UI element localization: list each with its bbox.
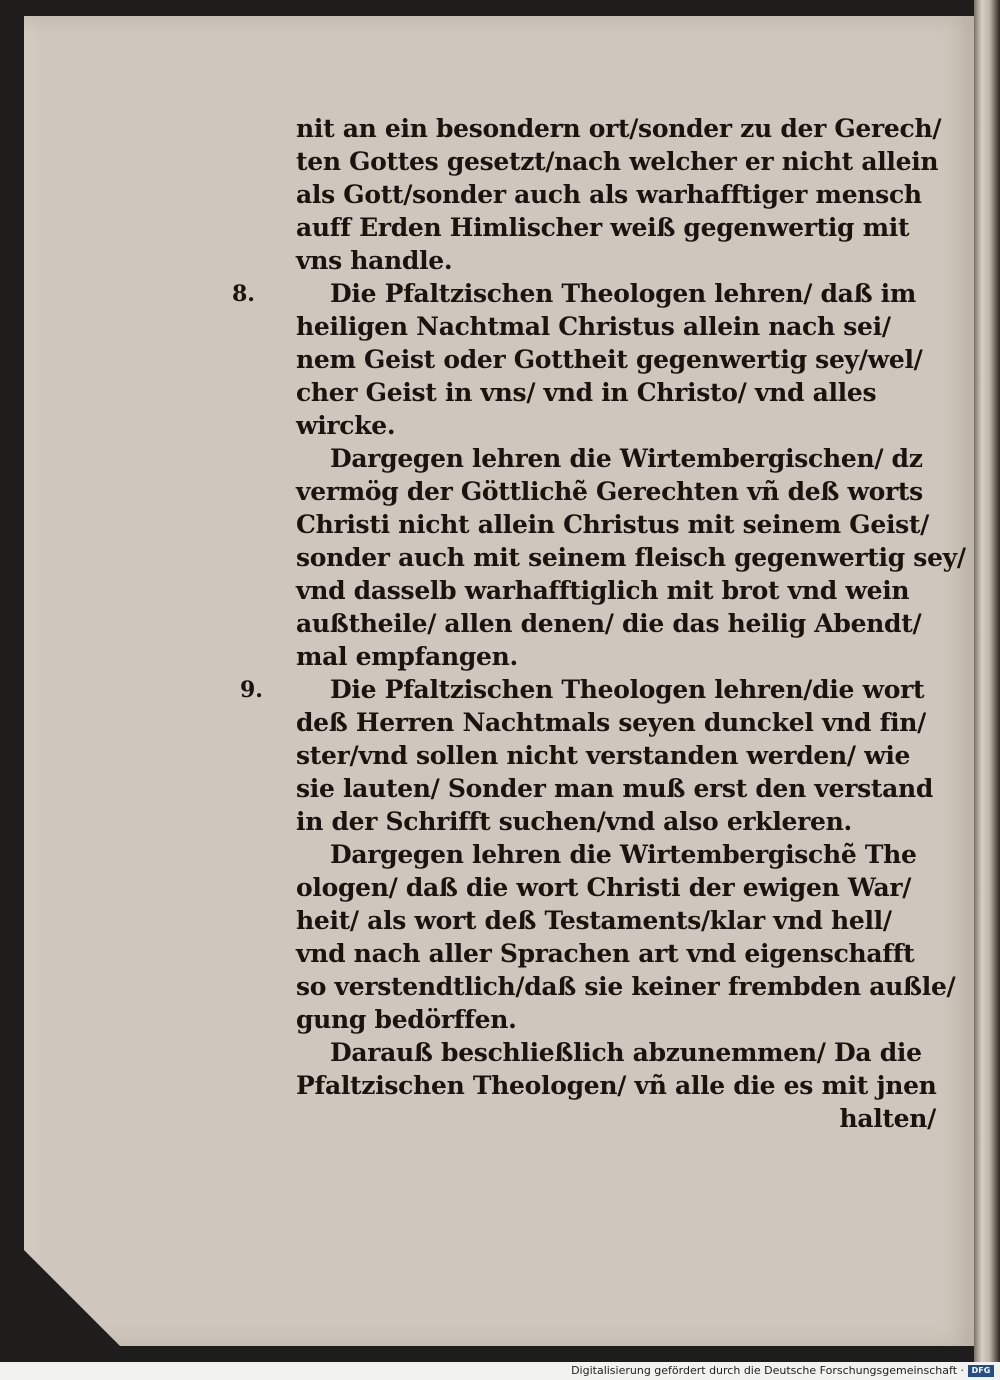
text-line: ologen/ daß die wort Christi der ewigen War/	[296, 873, 912, 902]
text-line: vnd dasselb warhafftiglich mit brot vnd wein	[296, 576, 910, 605]
text-line: gung bedörffen.	[296, 1005, 517, 1034]
text-line: Darauß beschließlich abzunemmen/ Da die	[330, 1038, 922, 1067]
text-line: Die Pfaltzischen Theologen lehren/die wort	[330, 675, 925, 704]
text-line: Pfaltzischen Theologen/ vñ alle die es mit jnen	[296, 1071, 937, 1100]
text-line: halten/	[839, 1104, 936, 1133]
text-line: in der Schrifft suchen/vnd also erkleren.	[296, 807, 852, 836]
page-text-block	[296, 112, 966, 1135]
text-line: auff Erden Himlischer weiß gegenwertig mit	[296, 213, 910, 242]
text-line: Christi nicht allein Christus mit seinem Geist/	[296, 510, 930, 539]
margin-number: 9.	[240, 677, 263, 703]
text-line: nem Geist oder Gottheit gegenwertig sey/wel/	[296, 345, 923, 374]
text-line: sie lauten/ Sonder man muß erst den verstand	[296, 774, 934, 803]
text-line: sonder auch mit seinem fleisch gegenwertig sey/	[296, 543, 966, 572]
funding-notice: Digitalisierung gefördert durch die Deutsche Forschungsgemeinschaft ·	[571, 1364, 964, 1377]
text-line: ster/vnd sollen nicht verstanden werden/ wie	[296, 741, 911, 770]
text-line: wircke.	[296, 411, 396, 440]
text-line: ten Gottes gesetzt/nach welcher er nicht allein	[296, 147, 939, 176]
dfg-logo: DFG	[968, 1365, 994, 1377]
text-line: vnd nach aller Sprachen art vnd eigenschafft	[296, 939, 915, 968]
folded-corner	[24, 1250, 120, 1346]
text-line: nit an ein besondern ort/sonder zu der Gerech/	[296, 114, 942, 143]
text-line: mal empfangen.	[296, 642, 518, 671]
text-line: vns handle.	[296, 246, 453, 275]
text-line: als Gott/sonder auch als warhafftiger mensch	[296, 180, 922, 209]
text-line: heit/ als wort deß Testaments/klar vnd hell/	[296, 906, 892, 935]
footer-bar	[0, 1362, 1000, 1380]
text-line: heiligen Nachtmal Christus allein nach sei/	[296, 312, 891, 341]
text-line: cher Geist in vns/ vnd in Christo/ vnd alles	[296, 378, 877, 407]
text-line: Die Pfaltzischen Theologen lehren/ daß im	[330, 279, 917, 308]
text-line: vermög der Göttlichẽ Gerechten vñ deß worts	[296, 477, 923, 506]
text-line: Dargegen lehren die Wirtembergischẽ The	[330, 840, 917, 869]
text-line: Dargegen lehren die Wirtembergischen/ dz	[330, 444, 923, 473]
book-edge	[974, 0, 1000, 1362]
margin-number: 8.	[232, 281, 255, 307]
text-line: deß Herren Nachtmals seyen dunckel vnd fin/	[296, 708, 926, 737]
text-line: außtheile/ allen denen/ die das heilig Abendt/	[296, 609, 922, 638]
text-line: so verstendtlich/daß sie keiner frembden außle/	[296, 972, 956, 1001]
